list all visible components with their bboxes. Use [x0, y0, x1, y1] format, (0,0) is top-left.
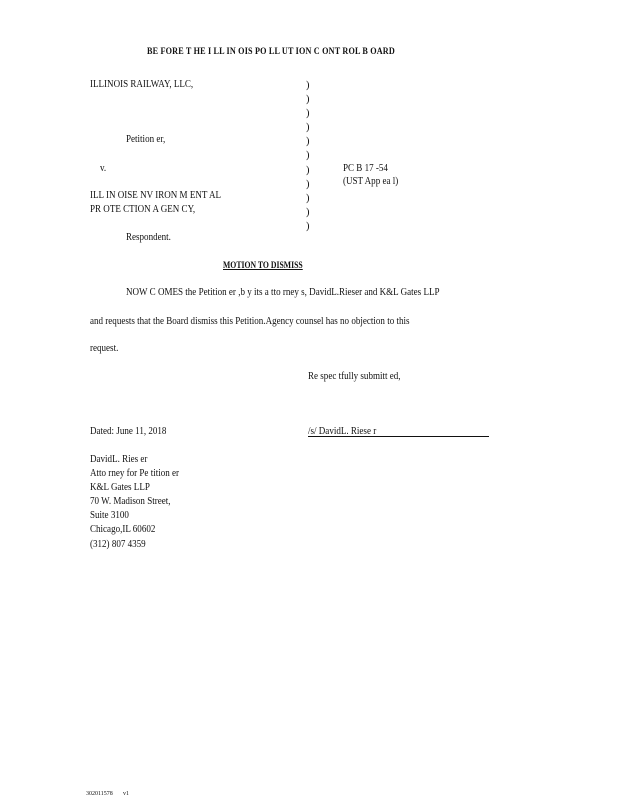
caption-paren: ) [306, 94, 310, 106]
signature-block-line: K&L Gates LLP [90, 482, 150, 493]
signature-block-line: Atto rney for Pe tition er [90, 468, 180, 479]
caption-paren: ) [306, 122, 310, 134]
respondent-name-line-2: PR OTE CTION A GEN CY, [90, 204, 196, 215]
date-line: Dated: June 11, 2018 [90, 426, 167, 437]
signature-block-line: 70 W. Madison Street, [90, 496, 171, 507]
respondent-role: Respondent. [126, 232, 171, 243]
caption-paren: ) [306, 192, 310, 204]
footer-doc-id: 302011578 [86, 791, 113, 797]
body-line-1: NOW C OMES the Petition er ,b y its a tto rney s, DavidL.Rieser and K&L Gates LLP [126, 287, 440, 298]
case-number: PC B 17 -54 [343, 163, 388, 174]
motion-title: MOTION TO DISMISS [223, 260, 303, 270]
caption-paren: ) [306, 108, 310, 120]
case-type: (UST App ea l) [343, 176, 399, 187]
signature-text: /s/ DavidL. Riese r [308, 426, 377, 437]
versus-label: v. [100, 163, 107, 174]
body-line-2: and requests that the Board dismiss this Petition.Agency counsel has no objection to this [90, 316, 410, 327]
respondent-name-line-1: ILL IN OISE NV IRON M ENT AL [90, 190, 222, 201]
petitioner-role: Petition er, [126, 134, 166, 145]
court-heading: BE FORE T HE I LL IN OIS PO LL UT ION C ONT ROL B OARD [147, 47, 395, 57]
caption-divider [306, 79, 316, 234]
caption-paren: ) [306, 206, 310, 218]
caption-paren: ) [306, 136, 310, 148]
caption-paren: ) [306, 164, 310, 176]
caption-paren: ) [306, 220, 310, 232]
caption-paren: ) [306, 150, 310, 162]
caption-paren: ) [306, 80, 310, 91]
closing-text: Re spec tfully submitt ed, [308, 371, 401, 382]
signature-line [308, 436, 489, 437]
petitioner-name: ILLINOIS RAILWAY, LLC, [90, 79, 194, 90]
signature-block-line: DavidL. Ries er [90, 454, 148, 465]
body-line-3: request. [90, 343, 119, 354]
signature-block-line: (312) 807 4359 [90, 539, 146, 550]
signature-block-line: Chicago,IL 60602 [90, 524, 156, 535]
caption-paren: ) [306, 178, 310, 190]
footer-version: v1 [123, 791, 129, 797]
signature-block-line: Suite 3100 [90, 510, 129, 521]
